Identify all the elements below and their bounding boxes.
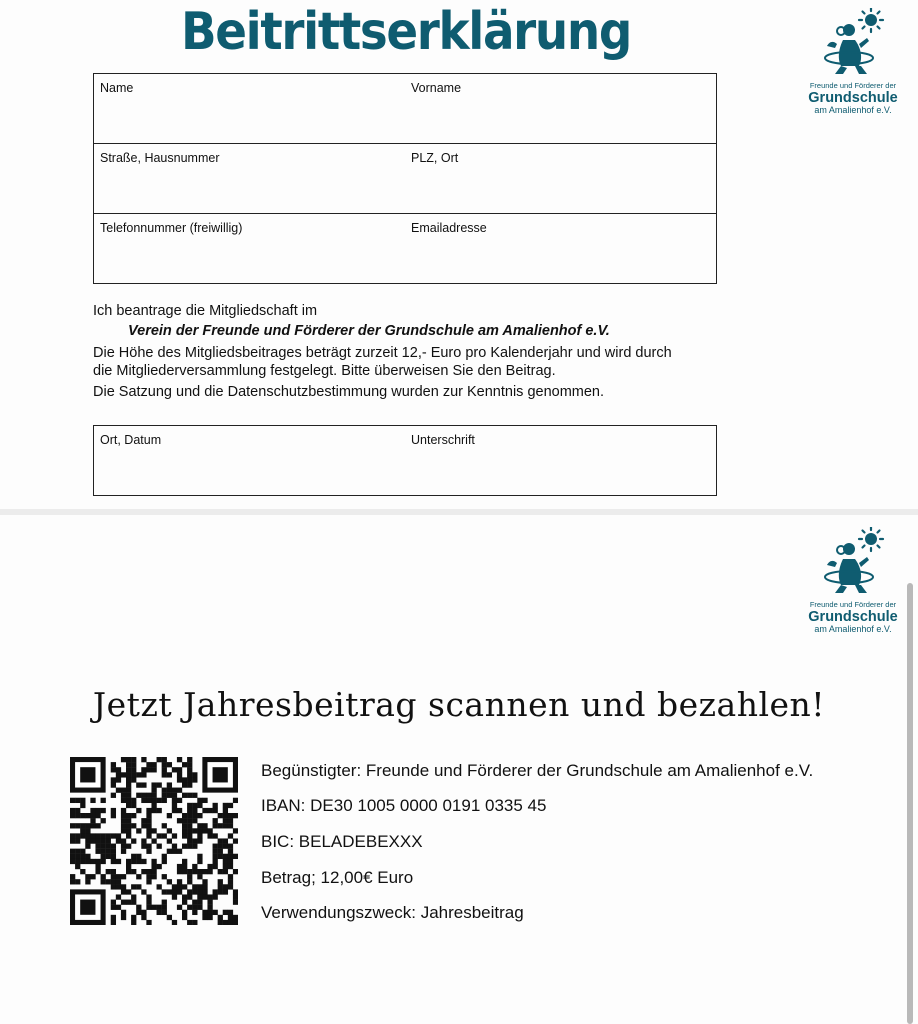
- logo-line-2: Grundschule: [808, 89, 898, 106]
- beneficiary-text: Begünstigter: Freunde und Förderer der Grundschule am Amalienhof e.V.: [261, 761, 814, 780]
- payment-page: [0, 515, 918, 1024]
- page-title: Beitrittserklärung: [180, 2, 632, 62]
- street-label: Straße, Hausnummer: [100, 151, 220, 165]
- reference-text: Verwendungszweck: Jahresbeitrag: [261, 903, 524, 922]
- membership-intro: Ich beantrage die Mitgliedschaft im: [93, 303, 318, 319]
- logo-wordmark: [803, 601, 903, 634]
- logo-line-3: am Amalienhof e.V.: [814, 105, 892, 115]
- fee-text-line-2: die Mitgliederversammlung festgelegt. Bitte überweisen Sie den Beitrag.: [93, 363, 556, 379]
- association-name: Verein der Freunde und Förderer der Grundschule am Amalienhof e.V.: [128, 323, 610, 339]
- school-logo: [803, 527, 903, 647]
- logo-line-3: am Amalienhof e.V.: [814, 624, 892, 634]
- scan-heading: Jetzt Jahresbeitrag scannen und bezahlen!: [92, 685, 826, 724]
- logo-wordmark: [803, 82, 903, 115]
- table-row: [94, 144, 716, 214]
- phone-label: Telefonnummer (freiwillig): [100, 221, 243, 235]
- scrollbar[interactable]: [907, 583, 913, 1024]
- statute-text: Die Satzung und die Datenschutzbestimmung wurden zur Kenntnis genommen.: [93, 384, 605, 400]
- table-row: [94, 426, 716, 496]
- logo-line-2: Grundschule: [808, 608, 898, 625]
- signature-table: [93, 425, 717, 496]
- first-name-label: Vorname: [411, 81, 462, 95]
- payment-qr-code[interactable]: [70, 757, 238, 925]
- logo-line-1: Freunde und Förderer der: [809, 81, 897, 90]
- place-date-label: Ort, Datum: [100, 433, 162, 447]
- sun-child-icon: [819, 8, 889, 80]
- bic-text: BIC: BELADEBEXXX: [261, 832, 423, 851]
- logo-line-1: Freunde und Förderer der: [809, 600, 897, 609]
- email-label: Emailadresse: [411, 221, 487, 235]
- table-row: [94, 74, 716, 144]
- postcode-city-label: PLZ, Ort: [411, 151, 459, 165]
- sun-child-icon: [819, 527, 889, 599]
- signature-label: Unterschrift: [411, 433, 475, 447]
- fee-text-line-1: Die Höhe des Mitgliedsbeitrages beträgt zurzeit 12,- Euro pro Kalenderjahr und wird durch: [93, 345, 672, 361]
- name-label: Name: [100, 81, 134, 95]
- amount-text: Betrag; 12,00€ Euro: [261, 868, 414, 887]
- iban-text: IBAN: DE30 1005 0000 0191 0335 45: [261, 796, 547, 815]
- member-details-table: [93, 73, 717, 284]
- form-page: [0, 0, 918, 509]
- school-logo: [803, 8, 903, 128]
- table-row: [94, 214, 716, 284]
